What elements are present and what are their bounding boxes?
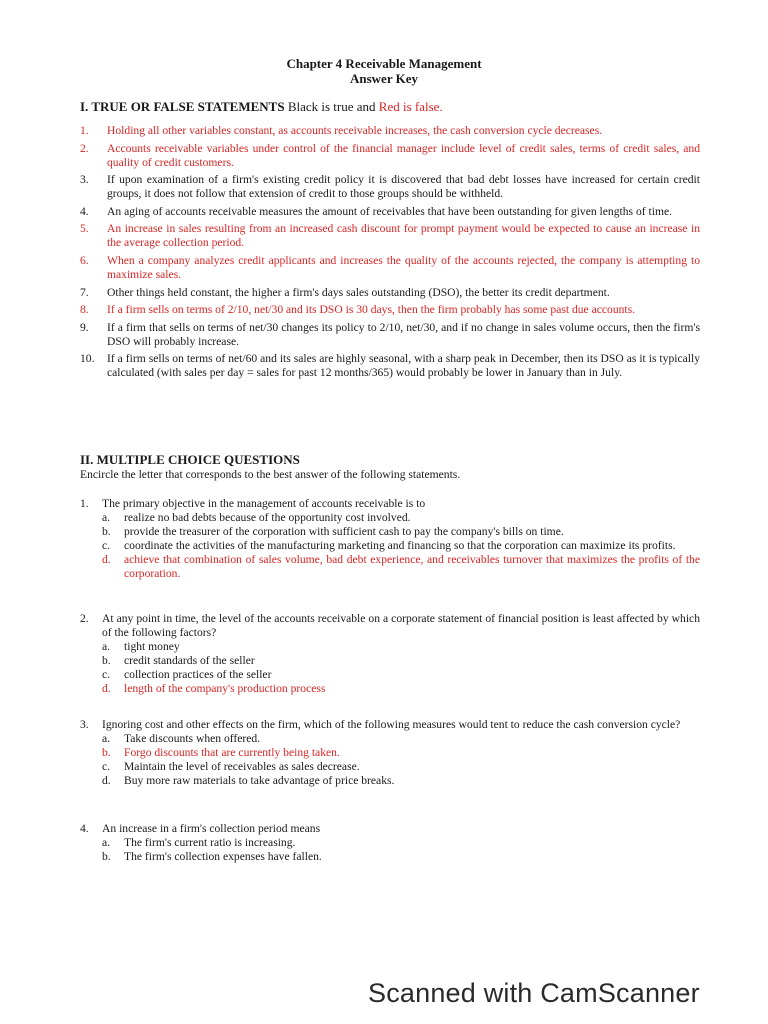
mc-option-letter: b. (102, 850, 111, 863)
mc-option-text: collection practices of the seller (124, 668, 272, 681)
mc-option (102, 836, 700, 850)
mc-option (102, 539, 700, 553)
tf-item-text: An increase in sales resulting from an increased cash discount for prompt payment would be expected to cause an increase in the average collection period. (107, 222, 700, 250)
tf-item-text: If a firm sells on terms of net/60 and its sales are highly seasonal, with a sharp peak in December, then its DSO as it is typically calculated (with sales per day = sales for past 12 months/365) would probably be lower in January than in July. (107, 352, 700, 380)
mc-question (80, 497, 700, 581)
mc-option-text: The firm's collection expenses have fallen. (124, 850, 322, 863)
mc-option-letter: d. (102, 682, 111, 695)
mc-option-letter: b. (102, 654, 111, 667)
true-false-list (80, 124, 700, 384)
tf-item (80, 303, 700, 317)
tf-item-text: When a company analyzes credit applicants and increases the quality of the accounts rejected, the company is attempting to maximize sales. (107, 253, 700, 281)
mc-option (102, 760, 700, 774)
tf-item-text: If a firm sells on terms of 2/10, net/30 and its DSO is 30 days, then the firm probably has some past due accounts. (107, 303, 636, 317)
mc-option-letter: c. (102, 668, 111, 681)
mc-question-text: An increase in a firm's collection period means (102, 822, 321, 835)
mc-option-text: Buy more raw materials to take advantage of price breaks. (124, 774, 395, 787)
mc-question-stem (80, 718, 700, 732)
tf-item-text: Other things held constant, the higher a firm's days sales outstanding (DSO), the better its credit department. (107, 285, 610, 299)
tf-item-number: 4. (80, 204, 89, 218)
mc-option-letter: c. (102, 539, 111, 552)
mc-option-letter: b. (102, 746, 111, 759)
mc-option (102, 850, 700, 864)
mc-question (80, 718, 700, 788)
mc-option (102, 746, 700, 760)
legend-false: Red is false. (378, 99, 443, 114)
chapter-title: Chapter 4 Receivable Management (286, 56, 482, 71)
tf-item-number: 9. (80, 320, 89, 334)
mc-option-letter: a. (102, 732, 111, 745)
mc-option-text: Forgo discounts that are currently being taken. (124, 746, 340, 759)
mc-option (102, 511, 700, 525)
mc-options (102, 511, 700, 581)
tf-item (80, 142, 700, 170)
mc-option-letter: d. (102, 553, 111, 566)
mc-question-text: The primary objective in the management of accounts receivable is to (102, 497, 426, 510)
mc-option-letter: a. (102, 511, 111, 524)
mc-option-text: The firm's current ratio is increasing. (124, 836, 296, 849)
tf-item (80, 254, 700, 282)
mc-option-text: provide the treasurer of the corporation with sufficient cash to pay the company's bills on time. (124, 525, 564, 538)
mc-question (80, 822, 700, 864)
tf-item-number: 5. (80, 222, 89, 236)
camscanner-watermark: Scanned with CamScanner (368, 978, 700, 1008)
tf-item (80, 173, 700, 201)
mc-option (102, 553, 700, 581)
tf-item-number: 6. (80, 253, 89, 267)
mc-option (102, 654, 700, 668)
tf-item-text: If a firm that sells on terms of net/30 changes its policy to 2/10, net/30, and if no change in sales volume occurs, then the firm's DSO will probably increase. (107, 320, 700, 348)
mc-option-letter: a. (102, 640, 111, 653)
mc-options (102, 640, 700, 696)
mc-question-stem (80, 612, 700, 640)
tf-item-number: 8. (80, 303, 89, 317)
mc-option (102, 668, 700, 682)
mc-option-text: Maintain the level of receivables as sales decrease. (124, 760, 360, 773)
tf-item-text: An aging of accounts receivable measures the amount of receivables that have been outstanding for given lengths of time. (107, 204, 673, 218)
mc-option-letter: b. (102, 525, 111, 538)
mc-option-text: realize no bad debts because of the opportunity cost involved. (124, 511, 411, 524)
section2-header (80, 452, 460, 481)
mc-option-text: tight money (124, 640, 180, 653)
tf-item-number: 7. (80, 285, 89, 299)
mc-option-letter: c. (102, 760, 111, 773)
tf-item-text: If upon examination of a firm's existing credit policy it is discovered that bad debt losses have increased for certain credit groups, it does not follow that extension of credit to those groups should be withheld. (107, 173, 700, 201)
mc-options (102, 836, 700, 864)
section2-instruction: Encircle the letter that corresponds to the best answer of the following statements. (80, 468, 461, 481)
mc-option (102, 732, 700, 746)
tf-item (80, 222, 700, 250)
mc-question-number: 3. (80, 718, 89, 731)
mc-option-text: Take discounts when offered. (124, 732, 261, 745)
mc-question-number: 1. (80, 497, 89, 510)
tf-item (80, 124, 700, 138)
mc-option-text: achieve that combination of sales volume, bad debt experience, and receivables turnover that maximizes the profits of the corporation. (124, 553, 700, 580)
tf-item (80, 205, 700, 219)
mc-question-text: At any point in time, the level of the accounts receivable on a corporate statement of financial position is least affected by which of the following factors? (102, 612, 700, 639)
mc-question-number: 4. (80, 822, 89, 835)
tf-item-number: 10. (80, 352, 95, 366)
tf-item (80, 286, 700, 300)
mc-option (102, 774, 700, 788)
mc-options (102, 732, 700, 788)
mc-question-number: 2. (80, 612, 89, 625)
tf-item-number: 3. (80, 173, 89, 187)
mc-question-stem (80, 822, 700, 836)
mc-option-letter: d. (102, 774, 111, 787)
tf-item-number: 1. (80, 124, 89, 137)
mc-option-letter: a. (102, 836, 111, 849)
tf-item-text: Accounts receivable variables under control of the financial manager include level of credit sales, terms of credit sales, and quality of credit customers. (107, 141, 700, 169)
mc-question-text: Ignoring cost and other effects on the firm, which of the following measures would tent to reduce the cash conversion cycle? (102, 718, 681, 731)
section1-heading: I. TRUE OR FALSE STATEMENTS (80, 99, 285, 114)
document-title (0, 56, 768, 86)
mc-question-stem (80, 497, 700, 511)
mc-option-text: coordinate the activities of the manufacturing marketing and financing so that the corporation can maximize its profits. (124, 539, 676, 552)
tf-item (80, 352, 700, 380)
tf-item-number: 2. (80, 141, 89, 155)
legend-true: Black is true and (287, 99, 376, 114)
mc-option (102, 525, 700, 539)
mc-option (102, 640, 700, 654)
answer-key-subtitle: Answer Key (349, 71, 418, 86)
section1-header (80, 99, 443, 115)
mc-option (102, 682, 700, 696)
mc-option-text: credit standards of the seller (124, 654, 255, 667)
mc-option-text: length of the company's production process (124, 682, 326, 695)
tf-item (80, 321, 700, 349)
tf-item-text: Holding all other variables constant, as accounts receivable increases, the cash conversion cycle decreases. (107, 124, 603, 137)
section2-heading: II. MULTIPLE CHOICE QUESTIONS (80, 452, 300, 467)
mc-question (80, 612, 700, 696)
